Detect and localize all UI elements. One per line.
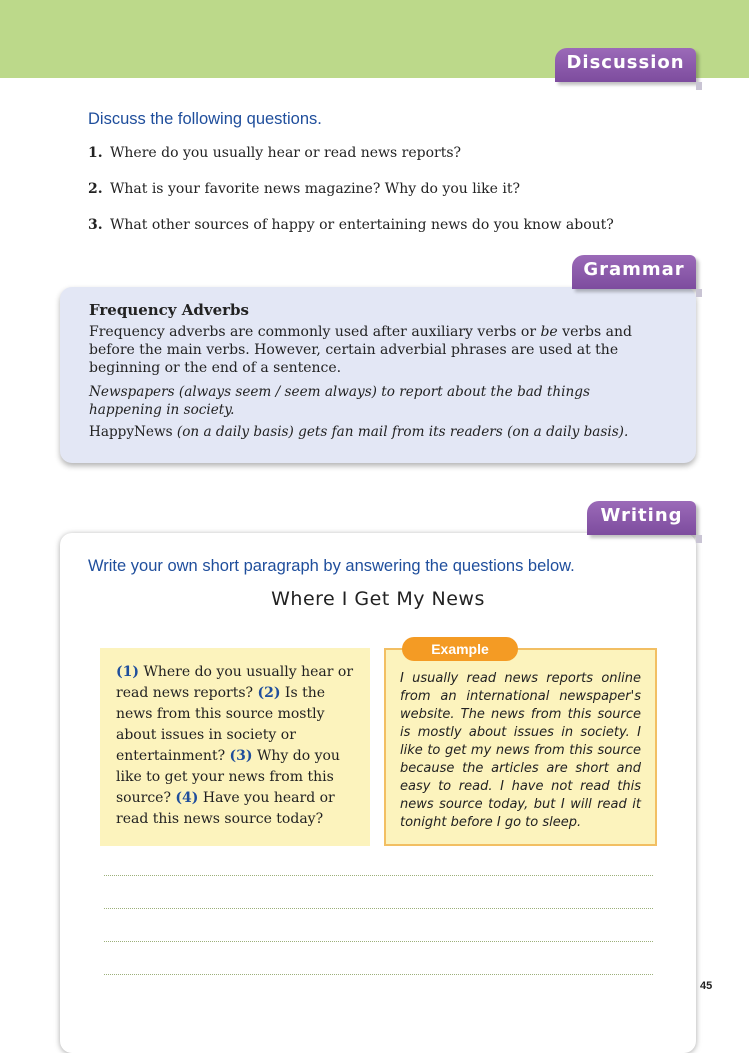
question-text: What other sources of happy or entertaining news do you know about? <box>110 217 614 233</box>
writing-line[interactable] <box>104 941 653 942</box>
writing-heading: Write your own short paragraph by answering the questions below. <box>88 557 575 575</box>
grammar-box <box>60 287 696 463</box>
writing-line[interactable] <box>104 974 653 975</box>
discussion-tab: Discussion <box>555 48 696 82</box>
discussion-question <box>88 216 708 252</box>
writing-line[interactable] <box>104 875 653 876</box>
grammar-explanation: Frequency adverbs are commonly used after auxiliary verbs or be verbs and before the main verbs. However, certain adverbial phrases are used at the beginning or the end of a sentence. <box>89 324 632 376</box>
grammar-example-1: Newspapers (always seem / seem always) to report about the bad things happening in society. <box>89 384 590 418</box>
example-text: I usually read news reports online from an international newspaper's website. The news from this source is mostly about issues in society. I like to get my news from this source because the articles are short and easy to read. I have not read this news source today, but I will read it tonight before I go to sleep. <box>400 671 641 830</box>
grammar-title: Frequency Adverbs <box>89 301 249 319</box>
example-badge: Example <box>402 637 518 661</box>
question-number: 2. <box>88 181 103 197</box>
discussion-heading: Discuss the following questions. <box>88 110 322 128</box>
discussion-question <box>88 144 708 180</box>
question-text: Where do you usually hear or read news reports? <box>110 145 462 161</box>
writing-tab: Writing <box>587 501 696 535</box>
grammar-tab: Grammar <box>572 255 696 289</box>
example-box <box>384 648 657 846</box>
writing-line[interactable] <box>104 908 653 909</box>
question-text: What is your favorite news magazine? Why do you like it? <box>110 181 520 197</box>
question-number: 1. <box>88 145 103 161</box>
grammar-example-2: HappyNews (on a daily basis) gets fan mail from its readers (on a daily basis). <box>89 424 629 440</box>
writing-title: Where I Get My News <box>271 588 485 610</box>
discussion-question-list <box>88 144 708 252</box>
discussion-question <box>88 180 708 216</box>
writing-question-box: (1) Where do you usually hear or read news reports? (2) Is the news from this source mostly about issues in society or entertainment? (3) Why do you like to get your news from this source? (4) Have you heard or read this news source today? <box>100 648 370 846</box>
question-number: 3. <box>88 217 103 233</box>
page-number: 45 <box>700 980 713 992</box>
